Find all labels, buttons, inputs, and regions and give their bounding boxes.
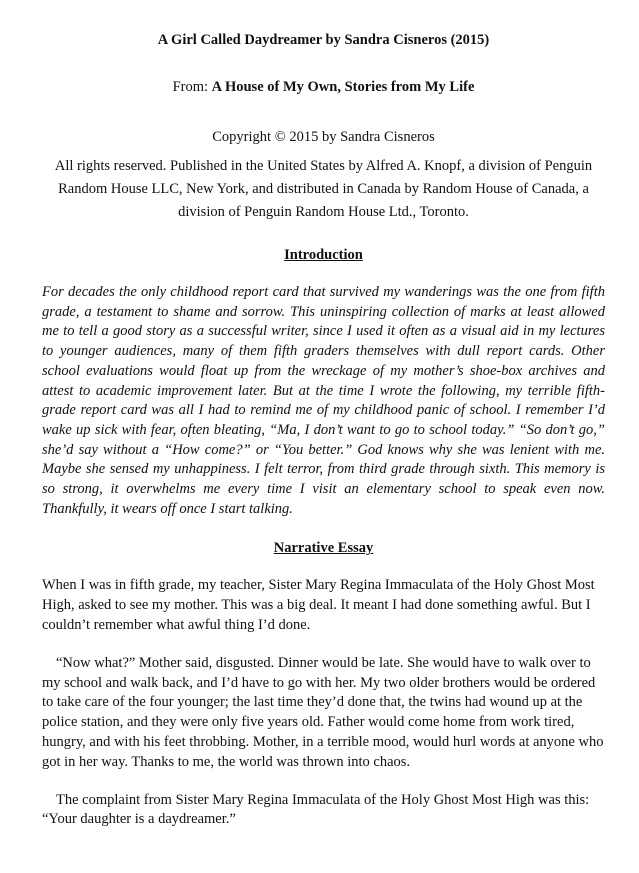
introduction-heading: Introduction: [284, 247, 363, 263]
essay-heading: Narrative Essay: [273, 540, 374, 557]
introduction-text: For decades the only childhood report card that survived my wanderings was the one from fifth grade, a testament to shame and sorrow. This uninspiring collection of marks at least allowed me to tell a good story as a successful writer, since I used it often as a visual aid in my lectures to younger audiences, many of them fifth graders themselves with dull report cards. Other school evaluations would float up from the wreckage of my mother’s shoe-box archives and attest to academic improvement later. But at the time I wrote the following, my terrible fifth-grade report card was all I had to remind me of my childhood panic of school. I remember I’d wake up sick with fear, often bleating, “Ma, I don’t want to go to school today.” “So don’t go,” she’d say without a “How come?” or “You better.” God knows why she was lenient with me. Maybe she sensed my unhappiness. I felt terror, from third grade through sixth. This memory is so strong, it overwhelms me every time I visit an elementary school to speak even now. Thankfully, it wears off once I start talking.: [42, 284, 605, 517]
essay-paragraph-3: The complaint from Sister Mary Regina Immaculata of the Holy Ghost Most High was this: “Your daughter is a daydreamer.”: [42, 791, 590, 828]
essay-paragraph-1: When I was in fifth grade, my teacher, Sister Mary Regina Immaculata of the Holy Ghost Most High, asked to see my mother. This was a big deal. It meant I had done something awful. But I couldn’t remember what awful thing I’d done.: [42, 577, 595, 634]
essay-paragraph-2: “Now what?” Mother said, disgusted. Dinner would be late. She would have to walk over to my school and walk back, and I’d have to go with her. My two older brothers would be ordered to take care of the four younger; the last time they’d done that, the twins had wound up at the police station, and they were only five years old. Father would come home from work tired, hungry, and with his feet throbbing. Mother, in a terrible mood, would hurl words at anyone who got in her way. Thanks to me, the world was thrown into chaos.: [42, 654, 604, 770]
rights-notice: All rights reserved. Published in the United States by Alfred A. Knopf, a division of Penguin Random House LLC, New York, and distributed in Canada by Random House of Canada, a division of Penguin Random House Ltd., Toronto.: [54, 158, 593, 220]
source-line: [42, 77, 605, 97]
from-label: From:: [172, 79, 212, 95]
document-title: A Girl Called Daydreamer by Sandra Cisneros (2015): [157, 32, 490, 48]
copyright-line: Copyright © 2015 by Sandra Cisneros: [212, 129, 435, 145]
book-title: A House of My Own, Stories from My Life: [211, 79, 475, 95]
